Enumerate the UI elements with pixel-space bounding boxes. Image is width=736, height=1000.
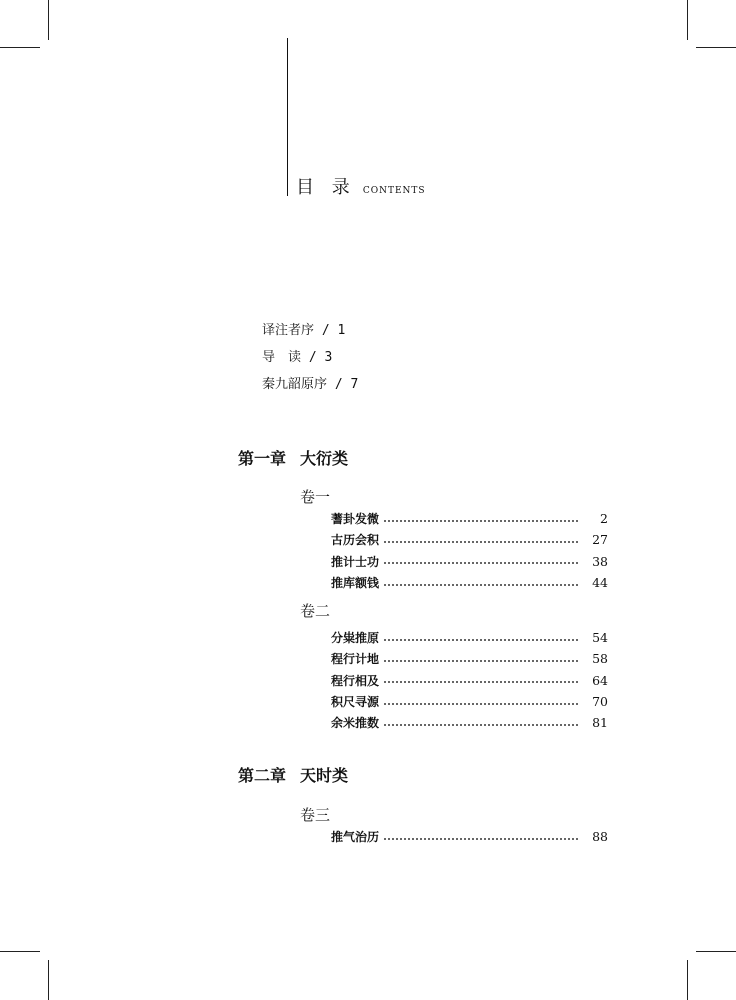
dot-leader [383,724,580,726]
entry-title: 分粜推原 [331,631,380,646]
toc-entry[interactable] [331,551,608,572]
entry-title: 推气治历 [331,830,380,845]
chapter-number: 第一章 [238,449,287,468]
entry-title: 推计士功 [331,554,380,569]
vertical-rule [287,38,288,196]
entry-title: 古历会积 [331,533,380,548]
toc-entry[interactable] [331,648,608,669]
front-matter-title: 译注者序 [262,323,315,338]
toc-title-zh: 目 录 [296,177,356,198]
entry-title: 积尺寻源 [331,695,380,710]
entry-list [331,627,608,733]
crop-mark [696,47,736,48]
toc-entry[interactable] [331,572,608,593]
dot-leader [383,660,580,662]
chapter-heading[interactable] [238,763,348,786]
volume-heading[interactable]: 卷二 [300,602,331,620]
toc-entry[interactable] [331,826,608,847]
toc-heading [296,173,426,199]
crop-mark [687,0,688,40]
entry-title: 推库额钱 [331,576,380,591]
dot-leader [383,541,580,543]
entry-list [331,826,608,847]
front-matter-title: 秦九韶原序 [262,377,328,392]
front-matter-title: 导 读 [262,350,302,365]
front-matter-page: 7 [350,377,359,392]
chapter-name: 天时类 [300,766,349,785]
toc-title-en: contents [362,182,426,197]
entry-page: 2 [600,511,608,527]
entry-title: 蓍卦发微 [331,512,380,527]
dot-leader [383,520,580,522]
entry-page: 38 [592,553,608,569]
entry-page: 44 [592,575,608,591]
entry-page: 27 [592,532,608,548]
dot-leader [383,703,580,705]
entry-page: 64 [592,672,608,688]
dot-leader [383,584,580,586]
front-matter-list [262,322,358,403]
front-matter-item[interactable]: 秦九韶原序 / 7 [262,377,359,392]
front-matter-item[interactable]: 导 读 / 3 [262,350,333,365]
crop-mark [0,951,40,952]
front-matter-item[interactable]: 译注者序 / 1 [262,323,346,338]
chapter-heading[interactable] [238,446,348,469]
crop-mark [48,0,49,40]
dot-leader [383,838,580,840]
toc-entry[interactable] [331,627,608,648]
crop-mark [0,47,40,48]
entry-page: 70 [592,694,608,710]
crop-mark [687,960,688,1000]
dot-leader [383,681,580,683]
entry-page: 58 [592,651,608,667]
toc-entry[interactable] [331,529,608,550]
dot-leader [383,562,580,564]
chapter-name: 大衍类 [300,449,349,468]
entry-page: 81 [592,715,608,731]
front-matter-page: 1 [337,323,346,338]
chapter-number: 第二章 [238,766,287,785]
toc-entry[interactable] [331,691,608,712]
entry-page: 54 [592,630,608,646]
crop-mark [696,951,736,952]
crop-mark [48,960,49,1000]
front-matter-page: 3 [324,350,333,365]
volume-heading[interactable]: 卷三 [300,806,331,824]
entry-title: 余米推数 [331,716,380,731]
toc-entry[interactable] [331,670,608,691]
entry-title: 程行计地 [331,652,380,667]
volume-heading[interactable]: 卷一 [300,488,331,506]
dot-leader [383,639,580,641]
toc-entry[interactable] [331,712,608,733]
toc-entry[interactable] [331,508,608,529]
entry-page: 88 [592,829,608,845]
entry-title: 程行相及 [331,673,380,688]
entry-list [331,508,608,593]
